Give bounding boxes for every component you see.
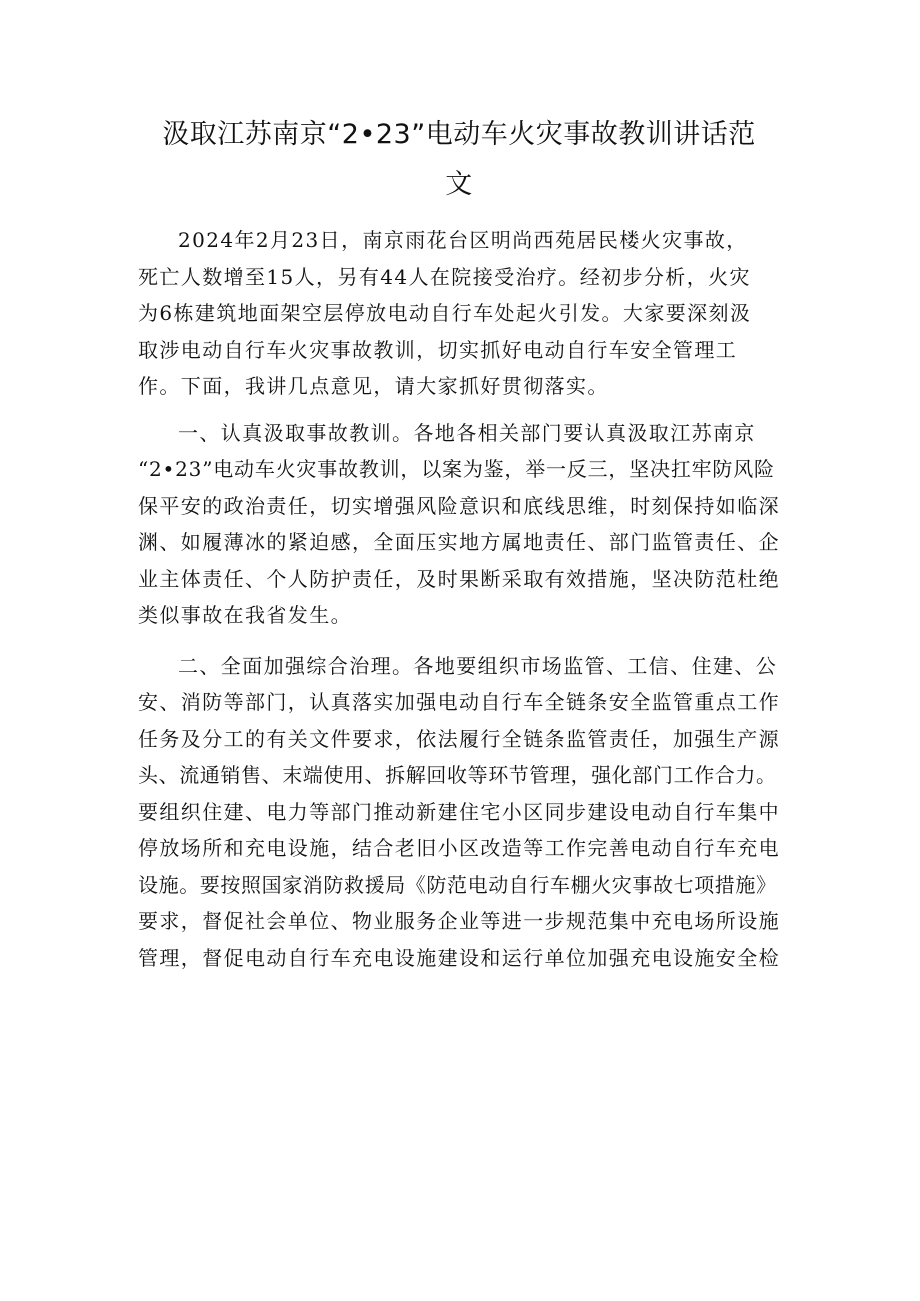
paragraph-line: 渊、如履薄冰的紧迫感，全面压实地方属地责任、部门监管责任、企	[138, 530, 780, 554]
title-line: 文	[445, 169, 473, 200]
paragraph-line: 停放场所和充电设施，结合老旧小区改造等工作完善电动自行车充电	[138, 836, 780, 860]
paragraph-line: 业主体责任、个人防护责任，及时果断采取有效措施，坚决防范杜绝	[138, 566, 780, 591]
paragraph-line: 保平安的政治责任，切实增强风险意识和底线思维，时刻保持如临深	[138, 493, 780, 518]
paragraph-line: 安、消防等部门，认真落实加强电动自行车全链条安全监管重点工作	[138, 690, 780, 714]
section-two-paragraph	[138, 648, 780, 977]
section-one-paragraph	[138, 415, 780, 634]
paragraph-line: 任务及分工的有关文件要求，依法履行全链条监管责任，加强生产源	[138, 726, 780, 751]
document-title	[138, 110, 780, 210]
title-line: 汲取江苏南京“2•23”电动车火灾事故教训讲话范	[162, 119, 756, 150]
paragraph-line: 一、认真汲取事故教训。各地各相关部门要认真汲取江苏南京	[178, 420, 756, 445]
paragraph-line: 2024年2月23日，南京雨花台区明尚西苑居民楼火灾事故，	[178, 228, 748, 252]
paragraph-line: “2•23”电动车火灾事故教训，以案为鉴，举一反三，坚决扛牢防风险	[138, 457, 775, 481]
paragraph-line: 二、全面加强综合治理。各地要组织市场监管、工信、住建、公	[178, 653, 778, 678]
paragraph-line: 设施。要按照国家消防救援局《防范电动自行车棚火灾事故七项措施》	[138, 872, 777, 897]
paragraph-line: 为6栋建筑地面架空层停放电动自行车处起火引发。大家要深刻汲	[138, 301, 752, 325]
paragraph-line: 要组织住建、电力等部门推动新建住宅小区同步建设电动自行车集中	[138, 799, 780, 824]
intro-paragraph	[138, 222, 780, 405]
paragraph-line: 要求，督促社会单位、物业服务企业等进一步规范集中充电场所设施	[138, 909, 780, 933]
paragraph-line: 作。下面，我讲几点意见，请大家抓好贯彻落实。	[138, 374, 609, 398]
paragraph-line: 死亡人数增至15人，另有44人在院接受治疗。经初步分析，火灾	[138, 264, 751, 289]
paragraph-line: 管理，督促电动自行车充电设施建设和运行单位加强充电设施安全检	[138, 945, 780, 970]
paragraph-line: 头、流通销售、末端使用、拆解回收等环节管理，强化部门工作合力。	[138, 763, 777, 787]
paragraph-line: 取涉电动自行车火灾事故教训，切实抓好电动自行车安全管理工	[138, 337, 738, 362]
paragraph-line: 类似事故在我省发生。	[138, 603, 352, 627]
